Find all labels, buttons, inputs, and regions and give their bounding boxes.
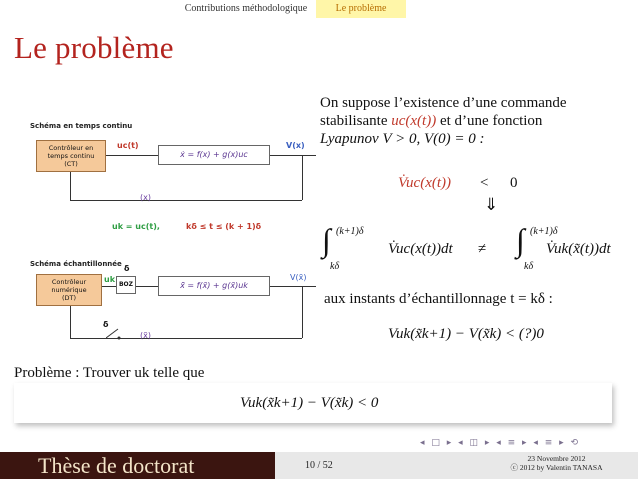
ct-feedback-bottom <box>70 200 302 201</box>
dt-controller-block <box>36 274 102 306</box>
top-navigation-bar <box>0 0 638 18</box>
control-law: uc(x(t)) <box>391 113 437 129</box>
ct-controller-line2: temps continu <box>47 152 95 160</box>
footer-info <box>475 452 638 479</box>
footer-date: 23 Novembre 2012 <box>527 454 586 463</box>
x-feedback-label: (x) <box>140 193 151 202</box>
dt-feedback-right <box>302 286 303 338</box>
assumption-text-c: et d’une fonction <box>436 113 543 129</box>
beamer-navigation-icons[interactable]: ◂ □ ▸ ◂ ◫ ▸ ◂ ≡ ▸ ◂ ≡ ▸ ⟲ <box>420 438 581 448</box>
integral-left-upper: (k+1)δ <box>336 226 364 237</box>
eq1-left <box>398 174 451 192</box>
integral-right-sign: ∫ <box>516 222 525 258</box>
ct-controller-line3: (CT) <box>64 160 78 168</box>
continuous-scheme-label: Schéma en temps continu <box>30 122 133 130</box>
assumption-line-2 <box>320 112 542 130</box>
footer-bar <box>0 452 638 479</box>
assumption-line-1: On suppose l’existence d’une commande <box>320 95 567 111</box>
sampler-switch-icon <box>106 326 122 340</box>
vxt-label: V(x̃) <box>290 273 307 282</box>
dt-feedback-bottom <box>70 338 302 339</box>
implies-arrow: ⇓ <box>484 195 499 214</box>
eq3-goal: Vuk(x̃k+1) − V(x̃k) < 0 <box>240 395 379 411</box>
assumption-text-a: stabilisante <box>320 113 392 129</box>
integral-left-sign: ∫ <box>322 222 331 258</box>
eq1-right: 0 <box>510 175 518 191</box>
integral-left-body: V̇uc(x(t))dt <box>388 241 453 257</box>
xt-feedback-label: (x̃) <box>140 331 151 340</box>
ct-controller-line1: Contrôleur en <box>48 144 94 152</box>
dt-system-block: x̃̇ = f(x̃) + g(x̃)uk <box>158 276 270 296</box>
uk-label: uk <box>104 275 116 284</box>
dt-controller-line1: Contrôleur <box>51 278 87 286</box>
integral-right-body: V̇uk(x̃(t))dt <box>546 241 611 257</box>
sampling-interval: kδ ≤ t ≤ (k + 1)δ <box>186 222 262 231</box>
lyapunov-line <box>320 130 485 148</box>
footer-copyright: ⓒ 2012 by Valentin TANASA <box>510 463 603 472</box>
integral-right-upper: (k+1)δ <box>530 226 558 237</box>
uc-label: uc(t) <box>117 141 139 150</box>
ct-feedback-left <box>70 172 71 200</box>
ct-system-block: ẋ = f(x) + g(x)uc <box>158 145 270 165</box>
zoh-block: BOZ <box>116 276 136 294</box>
lyapunov-conditions: Lyapunov V > 0, V(0) = 0 : <box>320 131 485 147</box>
dt-controller-line3: (DT) <box>61 294 77 302</box>
sampling-instants-text: aux instants d’échantillonnage t = kδ : <box>324 291 553 307</box>
nav-subsection-link[interactable]: Le problème <box>316 0 406 18</box>
dt-controller-line2: numérique <box>51 286 87 294</box>
page-number: 10 / 52 <box>275 452 475 479</box>
uc-arrow <box>106 155 158 156</box>
uk-arrow <box>102 286 116 287</box>
nav-section-link[interactable]: Contributions méthodologique <box>176 0 316 18</box>
boz-arrow <box>136 286 158 287</box>
not-equal-sign: ≠ <box>478 241 487 257</box>
delta-label: δ <box>124 264 130 273</box>
eq2-question: Vuk(x̃k+1) − V(x̃k) < (?)0 <box>388 326 544 342</box>
ct-controller-block <box>36 140 106 172</box>
integral-left-lower: kδ <box>330 261 340 272</box>
sampled-scheme-label: Schéma échantillonnée <box>30 260 122 268</box>
vx-arrow <box>270 155 316 156</box>
slide-title: Le problème <box>14 30 174 65</box>
sampling-relation: uk = uc(t), <box>112 222 160 231</box>
eq1-operator: < <box>480 175 489 191</box>
eq1-left-term: V̇uc(x(t)) <box>398 175 452 191</box>
dt-feedback-left <box>70 306 71 338</box>
integral-right-lower: kδ <box>524 261 534 272</box>
footer-title: Thèse de doctorat <box>0 452 275 479</box>
sampler-delta-label: δ <box>103 320 109 329</box>
ct-feedback-right <box>302 155 303 200</box>
vxt-arrow <box>270 286 316 287</box>
vx-label: V(x) <box>286 141 305 150</box>
problem-statement: Problème : Trouver uk telle que <box>14 365 205 381</box>
